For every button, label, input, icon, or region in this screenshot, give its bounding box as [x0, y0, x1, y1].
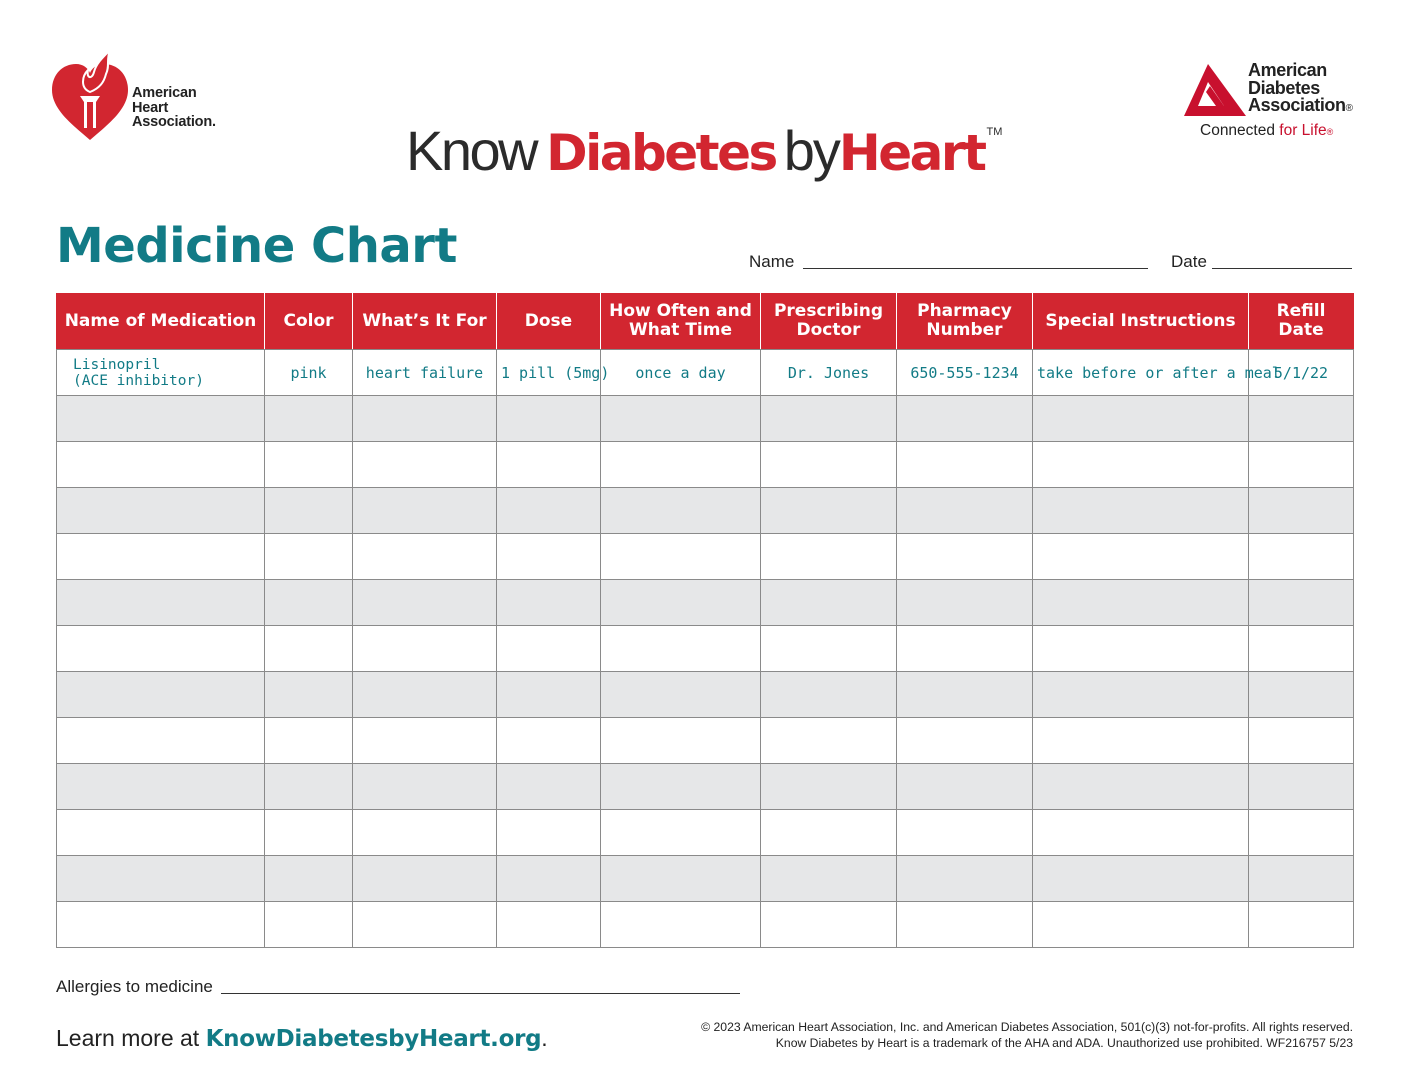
ada-tagline-text: Connected	[1200, 122, 1280, 139]
medication-name: Lisinopril	[73, 356, 161, 373]
trademark-mark: TM	[986, 126, 1003, 138]
learn-more	[56, 1025, 548, 1052]
table-row	[57, 442, 1354, 488]
dose-cell[interactable]	[497, 442, 601, 488]
medicine-table	[56, 293, 1354, 948]
column-header: What’s It For	[353, 293, 497, 350]
pharmacy-cell[interactable]	[897, 580, 1033, 626]
refill-cell[interactable]	[1249, 810, 1354, 856]
medication-name-cell[interactable]	[57, 902, 265, 948]
dose-cell[interactable]	[497, 396, 601, 442]
color-cell[interactable]	[265, 580, 353, 626]
refill-cell[interactable]	[1249, 442, 1354, 488]
color-cell[interactable]	[265, 396, 353, 442]
heart-torch-icon	[50, 44, 130, 142]
registered-mark: ®	[1326, 127, 1334, 137]
frequency-cell[interactable]	[601, 856, 761, 902]
frequency-cell[interactable]	[601, 534, 761, 580]
color-cell[interactable]	[265, 856, 353, 902]
color-cell[interactable]	[265, 626, 353, 672]
pharmacy-cell[interactable]	[897, 626, 1033, 672]
dose-cell[interactable]	[497, 580, 601, 626]
purpose-cell[interactable]	[353, 396, 497, 442]
column-header: Color	[265, 293, 353, 350]
medication-name-cell[interactable]	[57, 672, 265, 718]
refill-cell[interactable]	[1249, 902, 1354, 948]
instructions-cell[interactable]	[1033, 396, 1249, 442]
color-cell[interactable]	[265, 764, 353, 810]
doctor-cell[interactable]	[761, 488, 897, 534]
triangle-logo-icon	[1180, 64, 1248, 116]
pharmacy-cell[interactable]: 650-555-1234	[897, 350, 1033, 396]
table-row	[57, 810, 1354, 856]
medication-name-cell[interactable]	[57, 718, 265, 764]
medication-name-cell[interactable]	[57, 764, 265, 810]
refill-cell[interactable]	[1249, 626, 1354, 672]
name-label: Name	[749, 252, 795, 271]
table-row	[57, 580, 1354, 626]
instructions-cell[interactable]	[1033, 580, 1249, 626]
instructions-cell[interactable]	[1033, 442, 1249, 488]
frequency-cell[interactable]	[601, 810, 761, 856]
medication-name-cell[interactable]	[57, 350, 265, 396]
medication-name-cell[interactable]	[57, 810, 265, 856]
ada-logo	[1176, 60, 1376, 145]
learn-more-prefix: Learn more at	[56, 1025, 206, 1051]
medication-class: (ACE inhibitor)	[73, 372, 204, 389]
ada-wordmark-text: Association	[1248, 95, 1346, 115]
frequency-cell[interactable]	[601, 580, 761, 626]
example-row	[57, 350, 1354, 396]
pharmacy-cell[interactable]	[897, 764, 1033, 810]
frequency-cell[interactable]	[601, 764, 761, 810]
frequency-cell[interactable]	[601, 902, 761, 948]
refill-cell[interactable]	[1249, 672, 1354, 718]
dose-cell[interactable]	[497, 810, 601, 856]
color-cell[interactable]	[265, 718, 353, 764]
dose-cell[interactable]	[497, 856, 601, 902]
date-field[interactable]	[1212, 268, 1352, 269]
table-row	[57, 396, 1354, 442]
doctor-cell[interactable]	[761, 902, 897, 948]
date-label: Date	[1171, 252, 1207, 271]
page-title: Medicine Chart	[56, 218, 457, 274]
dose-cell[interactable]: 1 pill (5mg)	[497, 350, 601, 396]
purpose-cell[interactable]	[353, 810, 497, 856]
column-header: Prescribing Doctor	[761, 293, 897, 350]
frequency-cell[interactable]: once a day	[601, 350, 761, 396]
allergies-label: Allergies to medicine	[56, 977, 213, 996]
doctor-cell[interactable]	[761, 626, 897, 672]
pharmacy-cell[interactable]	[897, 442, 1033, 488]
doctor-cell[interactable]	[761, 396, 897, 442]
pharmacy-cell[interactable]	[897, 810, 1033, 856]
pharmacy-cell[interactable]	[897, 718, 1033, 764]
refill-cell[interactable]	[1249, 396, 1354, 442]
legal-notice	[701, 1019, 1353, 1051]
medication-name-cell[interactable]	[57, 580, 265, 626]
purpose-cell[interactable]	[353, 442, 497, 488]
frequency-cell[interactable]	[601, 718, 761, 764]
table-header-row	[57, 293, 1354, 350]
learn-more-suffix: .	[541, 1025, 548, 1051]
color-cell[interactable]	[265, 902, 353, 948]
purpose-cell[interactable]	[353, 672, 497, 718]
instructions-cell[interactable]	[1033, 626, 1249, 672]
allergies-field[interactable]	[221, 993, 740, 994]
instructions-cell[interactable]	[1033, 902, 1249, 948]
name-field[interactable]	[803, 268, 1148, 269]
purpose-cell[interactable]	[353, 488, 497, 534]
dose-cell[interactable]	[497, 488, 601, 534]
color-cell[interactable]	[265, 810, 353, 856]
purpose-cell[interactable]	[353, 718, 497, 764]
table-row	[57, 764, 1354, 810]
doctor-cell[interactable]	[761, 856, 897, 902]
table-row	[57, 534, 1354, 580]
ada-wordmark-line: Diabetes	[1248, 77, 1320, 98]
pharmacy-cell[interactable]	[897, 902, 1033, 948]
table-row	[57, 718, 1354, 764]
purpose-cell[interactable]	[353, 856, 497, 902]
frequency-cell[interactable]	[601, 396, 761, 442]
doctor-cell[interactable]	[761, 580, 897, 626]
frequency-cell[interactable]	[601, 442, 761, 488]
dose-cell[interactable]	[497, 534, 601, 580]
medication-name-cell[interactable]	[57, 534, 265, 580]
doctor-cell[interactable]	[761, 442, 897, 488]
aha-wordmark	[132, 86, 216, 130]
refill-cell[interactable]	[1249, 718, 1354, 764]
registered-mark: ®	[1345, 103, 1353, 114]
pharmacy-cell[interactable]	[897, 488, 1033, 534]
medication-name-cell[interactable]	[57, 442, 265, 488]
ada-tagline-red: for Life	[1279, 122, 1327, 139]
medication-name-cell[interactable]	[57, 856, 265, 902]
purpose-cell[interactable]	[353, 580, 497, 626]
frequency-cell[interactable]	[601, 672, 761, 718]
doctor-cell[interactable]	[761, 810, 897, 856]
instructions-cell[interactable]	[1033, 764, 1249, 810]
medication-name-cell[interactable]	[57, 626, 265, 672]
color-cell[interactable]	[265, 488, 353, 534]
column-header: How Often and What Time	[601, 293, 761, 350]
table-row	[57, 902, 1354, 948]
trademark-line: Know Diabetes by Heart is a trademark of the AHA and ADA. Unauthorized use prohibited. WF216757 5/23	[775, 1036, 1353, 1050]
dose-cell[interactable]	[497, 764, 601, 810]
table-row	[57, 672, 1354, 718]
refill-cell[interactable]: 5/1/22	[1249, 350, 1354, 396]
column-header: Special Instructions	[1033, 293, 1249, 350]
headline-know: Know	[406, 119, 537, 182]
pharmacy-cell[interactable]	[897, 396, 1033, 442]
headline-by: by	[783, 119, 839, 182]
frequency-cell[interactable]	[601, 626, 761, 672]
purpose-cell[interactable]	[353, 626, 497, 672]
aha-wordmark-line: American	[132, 85, 197, 101]
refill-cell[interactable]	[1249, 856, 1354, 902]
refill-cell[interactable]	[1249, 534, 1354, 580]
headline-diabetes: Diabetes	[546, 124, 776, 182]
pharmacy-cell[interactable]	[897, 856, 1033, 902]
headline-heart: Heart	[838, 124, 985, 182]
aha-wordmark-line: Heart	[132, 99, 169, 116]
column-header: Pharmacy Number	[897, 293, 1033, 350]
purpose-cell[interactable]	[353, 902, 497, 948]
pharmacy-cell[interactable]	[897, 672, 1033, 718]
ada-wordmark-line: American	[1248, 60, 1327, 80]
instructions-cell[interactable]	[1033, 718, 1249, 764]
website-link[interactable]: KnowDiabetesbyHeart.org	[205, 1026, 542, 1052]
dose-cell[interactable]	[497, 902, 601, 948]
table-row	[57, 488, 1354, 534]
copyright-line: © 2023 American Heart Association, Inc. and American Diabetes Association, 501(c)(3) not-for-profits. All rights reserved.	[701, 1020, 1353, 1034]
aha-logo	[50, 44, 240, 144]
color-cell[interactable]	[265, 534, 353, 580]
color-cell[interactable]	[265, 672, 353, 718]
column-header: Dose	[497, 293, 601, 350]
column-header: Refill Date	[1249, 293, 1354, 350]
frequency-cell[interactable]	[601, 488, 761, 534]
doctor-cell[interactable]: Dr. Jones	[761, 350, 897, 396]
refill-cell[interactable]	[1249, 580, 1354, 626]
aha-wordmark-line: Association.	[132, 114, 216, 130]
instructions-cell[interactable]	[1033, 488, 1249, 534]
ada-wordmark-line	[1248, 97, 1353, 118]
instructions-cell[interactable]	[1033, 672, 1249, 718]
refill-cell[interactable]	[1249, 764, 1354, 810]
purpose-cell[interactable]: heart failure	[353, 350, 497, 396]
purpose-cell[interactable]	[353, 764, 497, 810]
pharmacy-cell[interactable]	[897, 534, 1033, 580]
doctor-cell[interactable]	[761, 672, 897, 718]
column-header: Name of Medication	[57, 293, 265, 350]
table-row	[57, 856, 1354, 902]
ada-tagline	[1200, 122, 1333, 140]
color-cell[interactable]: pink	[265, 350, 353, 396]
instructions-cell[interactable]	[1033, 810, 1249, 856]
ada-wordmark	[1248, 62, 1353, 118]
instructions-cell[interactable]: take before or after a meal	[1033, 350, 1249, 396]
doctor-cell[interactable]	[761, 534, 897, 580]
purpose-cell[interactable]	[353, 534, 497, 580]
color-cell[interactable]	[265, 442, 353, 488]
doctor-cell[interactable]	[761, 718, 897, 764]
instructions-cell[interactable]	[1033, 534, 1249, 580]
dose-cell[interactable]	[497, 626, 601, 672]
dose-cell[interactable]	[497, 718, 601, 764]
medication-name-cell[interactable]	[57, 396, 265, 442]
campaign-headline	[406, 118, 1002, 198]
instructions-cell[interactable]	[1033, 856, 1249, 902]
table-row	[57, 626, 1354, 672]
medication-name-cell[interactable]	[57, 488, 265, 534]
doctor-cell[interactable]	[761, 764, 897, 810]
dose-cell[interactable]	[497, 672, 601, 718]
refill-cell[interactable]	[1249, 488, 1354, 534]
